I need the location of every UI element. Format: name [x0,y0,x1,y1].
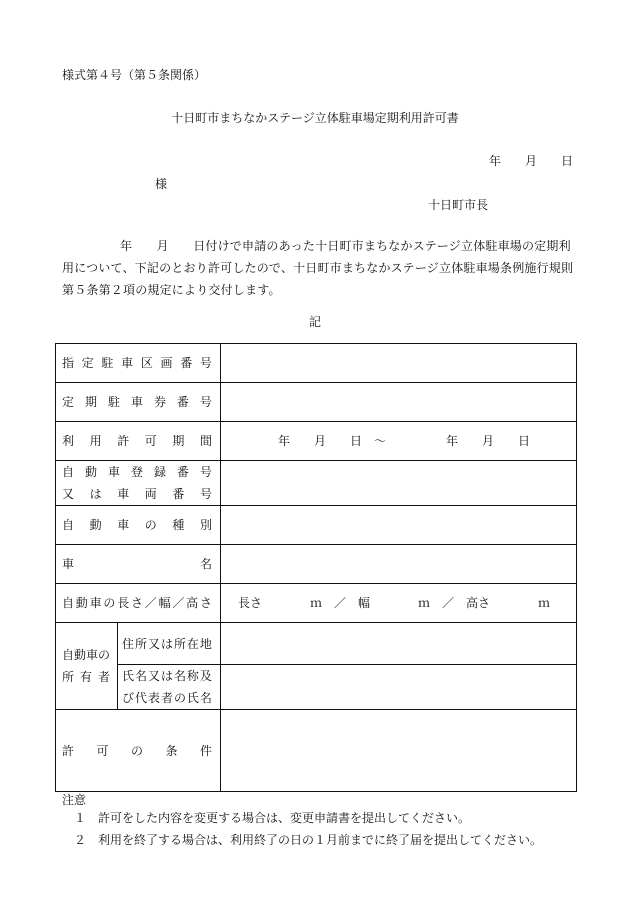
table-row [56,461,577,506]
label-char: は [160,636,173,651]
label-char: 動 [89,518,102,532]
label-char: 住 [122,636,135,651]
label-vehicle-name [56,545,221,584]
label-char: 車 [117,518,130,532]
label-text [122,665,212,687]
label-char: さ [199,596,212,610]
label-char: 許 [62,743,75,758]
label-char: 車 [121,356,134,370]
label-text [62,553,212,575]
label-char: 高 [186,596,199,610]
label-char: 在 [186,636,199,651]
table-row [56,584,577,623]
label-char: 又 [147,669,160,683]
label-char: 画 [160,356,173,370]
label-char: は [160,669,173,683]
label-char: 又 [147,636,160,651]
body-line: 年 月 日付けで申請のあった十日町市まちなかステージ立体駐車場の定期利 [120,239,571,253]
label-char: 代 [134,691,147,705]
label-char: 定 [81,356,94,370]
label-char: 号 [199,487,212,501]
label-text [62,514,212,536]
label-char: 車 [89,596,102,610]
label-permit-conditions [56,710,221,792]
label-vehicle-type [56,506,221,545]
label-text [62,592,212,614]
label-char: ／ [144,596,157,610]
label-char: の [144,518,157,532]
label-char: 氏 [186,691,199,705]
notes-list [74,807,542,851]
label-char: 地 [199,636,212,651]
label-parking-space-number [56,344,221,383]
label-text [62,740,212,762]
label-char: 期 [84,395,97,409]
label-char: 条 [165,743,178,758]
label-text [62,352,212,374]
value-parking-ticket-number [221,383,577,422]
label-char: 定 [62,395,75,409]
label-char: 称 [186,669,199,683]
table-row [56,383,577,422]
label-text [62,430,212,452]
label-vehicle-owner [56,623,118,710]
label-owner-name [118,665,221,710]
label-text [62,483,212,505]
value-permit-conditions [221,710,577,792]
label-char: 者 [97,670,110,684]
label-char: 車 [130,395,143,409]
label-char: 表 [147,691,160,705]
label-char: 録 [153,465,166,479]
label-char: 者 [160,691,173,705]
note-item: ２ 利用を終了する場合は、利用終了の日の１月前までに終了届を提出してください。 [74,833,543,847]
label-char: 号 [199,465,212,479]
label-char: 登 [130,465,143,479]
label-char: 号 [199,395,212,409]
table-row [56,344,577,383]
label-char: 氏 [122,669,135,683]
label-char: 又 [62,487,75,501]
label-char: 可 [144,434,157,448]
body-paragraph [62,235,573,301]
table-row [56,623,577,665]
issue-date: 年 月 日 [488,154,573,168]
label-char: 車 [107,465,120,479]
value-owner-address [221,623,577,665]
document-title: 十日町市まちなかステージ立体駐車場定期利用許可書 [171,111,459,125]
value-vehicle-registration [221,461,577,506]
label-text [62,644,110,666]
label-char: 自 [62,648,75,662]
label-char: の [130,743,143,758]
label-char: 自 [62,596,75,610]
label-char: 両 [144,487,157,501]
label-char: 間 [199,434,212,448]
label-text [62,461,212,483]
label-char: 種 [172,518,185,532]
label-char: 車 [62,557,75,571]
label-char: 番 [172,487,185,501]
label-char: び [122,691,135,705]
value-vehicle-type [221,506,577,545]
label-char: 用 [89,434,102,448]
label-char: 期 [172,434,185,448]
value-vehicle-dimensions: 長さ ｍ ／ 幅 ｍ ／ 高さ ｍ [221,584,577,623]
label-char: 名 [134,669,147,683]
label-char: 件 [199,743,212,758]
value-permit-period: 年 月 日 ～ 年 月 日 [221,422,577,461]
issuer-name: 十日町市長 [428,198,489,212]
label-char: 自 [62,518,75,532]
label-char: 幅 [158,596,171,610]
note-item: １ 許可をした内容を変更する場合は、変更申請書を提出してください。 [74,811,471,825]
label-text [122,687,212,709]
label-char: の [173,691,186,705]
label-char: 名 [199,691,212,705]
table-row [56,710,577,792]
value-owner-name [221,665,577,710]
label-char: 号 [199,356,212,370]
label-char: 利 [62,434,75,448]
value-vehicle-name [221,545,577,584]
ki-heading: 記 [308,315,321,329]
label-parking-ticket-number [56,383,221,422]
label-char: 指 [62,356,75,370]
label-text [122,633,212,655]
label-char: 名 [173,669,186,683]
table-row [56,506,577,545]
label-char: 券 [153,395,166,409]
label-char: の [98,648,111,662]
table-row [56,665,577,710]
label-char: 番 [176,395,189,409]
label-char: 番 [176,465,189,479]
label-char: 有 [79,670,92,684]
label-text [62,666,110,688]
label-char: 自 [62,465,75,479]
label-char: 車 [86,648,99,662]
label-text [62,391,212,413]
form-number: 様式第４号（第５条関係） [62,68,207,82]
label-char: ／ [172,596,185,610]
label-char: 所 [134,636,147,651]
label-char: 所 [173,636,186,651]
label-char: は [89,487,102,501]
addressee-suffix: 様 [155,177,168,191]
label-char: 許 [117,434,130,448]
label-char: 動 [75,596,88,610]
value-parking-space-number [221,344,577,383]
permit-details-table [55,343,577,792]
body-line: 用について、下記のとおり許可したので、十日町市まちなかステージ立体駐車場条例施行規則 [62,261,574,275]
label-owner-address [118,623,221,665]
notes-heading: 注意 [62,793,87,807]
label-char: 区 [140,356,153,370]
label-vehicle-registration [56,461,221,506]
body-line: 第５条第２項の規定により交付します。 [62,283,281,297]
label-char: 長 [117,596,130,610]
label-char: の [103,596,116,610]
label-char: 動 [84,465,97,479]
table-row [56,545,577,584]
label-char: 及 [199,669,212,683]
label-char: 別 [199,518,212,532]
label-char: 動 [74,648,87,662]
table-row [56,422,577,461]
label-char: 所 [62,670,75,684]
label-char: 駐 [101,356,114,370]
label-char: 可 [96,743,109,758]
label-char: 番 [180,356,193,370]
label-vehicle-dimensions [56,584,221,623]
label-char: 車 [117,487,130,501]
label-char: 駐 [107,395,120,409]
label-char: さ [130,596,143,610]
label-permit-period [56,422,221,461]
label-char: 名 [199,557,212,571]
